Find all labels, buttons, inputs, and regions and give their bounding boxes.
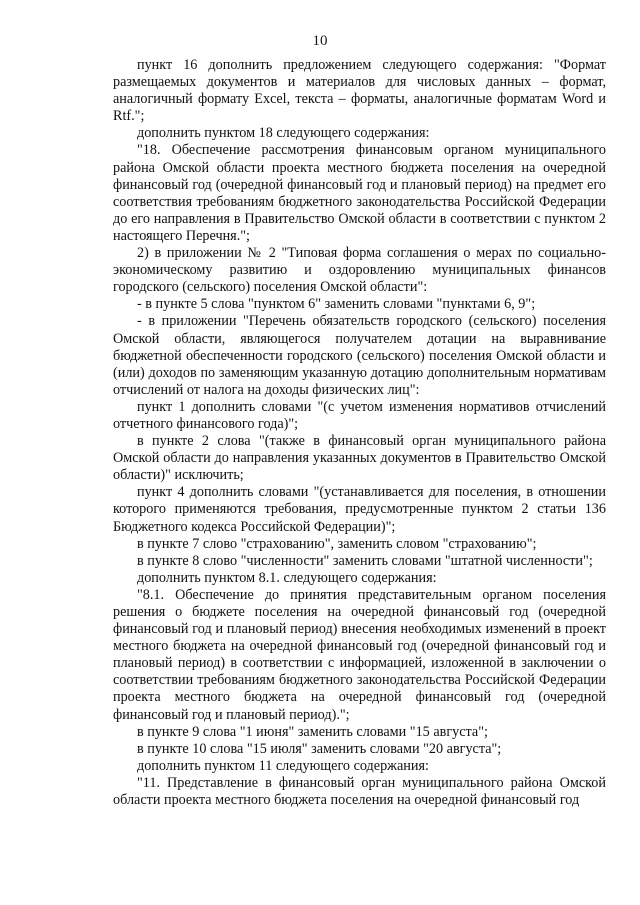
paragraph-punkt-11-text: "11. Представление в финансовый орган муниципального района Омской области проекта местного бюджета поселения на очередной финансовый год bbox=[113, 774, 606, 809]
paragraph-punkt-16: пункт 16 дополнить предложением следующего содержания: "Формат размещаемых документов и материалов для числовых данных – формат, аналогичный формату Excel, текста – форматы, аналогичные форматам Word и Rtf."; bbox=[113, 57, 606, 125]
paragraph-punkt-2: в пункте 2 слова "(также в финансовый орган муниципального района Омской области до направления указанных документов в Правительство Омской области)" исключить; bbox=[113, 433, 606, 484]
paragraph-add-punkt-11: дополнить пунктом 11 следующего содержания: bbox=[137, 757, 429, 774]
paragraph-punkt-4: пункт 4 дополнить словами "(устанавливается для поселения, в отношении которого применяются требования, предусмотренные пунктом 2 статьи 136 Бюджетного кодекса Российской Федерации)"; bbox=[113, 484, 606, 535]
paragraph-appendix-2: 2) в приложении № 2 "Типовая форма соглашения о мерах по социально-экономическому развитию и оздоровлению муниципальных финансов городского (сельского) поселения Омской области": bbox=[113, 245, 606, 296]
page-number: 10 bbox=[312, 33, 328, 49]
paragraph-punkt-9: в пункте 9 слова "1 июня" заменить словами "15 августа"; bbox=[137, 723, 488, 740]
paragraph-punkt-5: - в пункте 5 слова "пунктом 6" заменить словами "пунктами 6, 9"; bbox=[137, 296, 536, 313]
paragraph-punkt-18-text: "18. Обеспечение рассмотрения финансовым органом муниципального района Омской области проекта местного бюджета поселения на очередной финансовый год (очередной финансовый год и плановый период) на предмет его соответствия требованиям бюджетного законодательства Российской Федерации до его направления в Правительство Омской области в соответствии с пунктом 2 настоящего Перечня."; bbox=[113, 142, 606, 244]
paragraph-punkt-1: пункт 1 дополнить словами "(с учетом изменения нормативов отчислений отчетного финансового года)"; bbox=[113, 398, 606, 432]
paragraph-punkt-8-1-text: "8.1. Обеспечение до принятия представительным органом поселения решения о бюджете поселения на очередной финансовый год (очередной финансовый год и плановый период) внесения необходимых изменений в проект местного бюджета на очередной финансовый год (очередной финансовый год и плановый период) в соответствии с информацией, изложенной в заключении о соответствии требованиям бюджетного законодательства Российской Федерации проекта местного бюджета на очередной финансовый год (очередной финансовый год и плановый период)."; bbox=[113, 586, 606, 723]
paragraph-add-punkt-18: дополнить пунктом 18 следующего содержания: bbox=[137, 125, 430, 142]
paragraph-punkt-8: в пункте 8 слово "численности" заменить словами "штатной численности"; bbox=[137, 552, 593, 569]
paragraph-punkt-7: в пункте 7 слово "страхованию", заменить словом "страхованию"; bbox=[137, 535, 537, 552]
paragraph-punkt-10: в пункте 10 слова "15 июля" заменить словами "20 августа"; bbox=[137, 740, 502, 757]
paragraph-obligations-list: - в приложении "Перечень обязательств городского (сельского) поселения Омской области, являющегося получателем дотации на выравнивание бюджетной обеспеченности городского (сельского) поселения Омской области и (или) доходов по заменяющим указанную дотацию дополнительным нормативам отчислений от налога на доходы физических лиц": bbox=[113, 313, 606, 398]
document-body bbox=[113, 57, 606, 809]
paragraph-add-punkt-8-1: дополнить пунктом 8.1. следующего содержания: bbox=[137, 569, 437, 586]
